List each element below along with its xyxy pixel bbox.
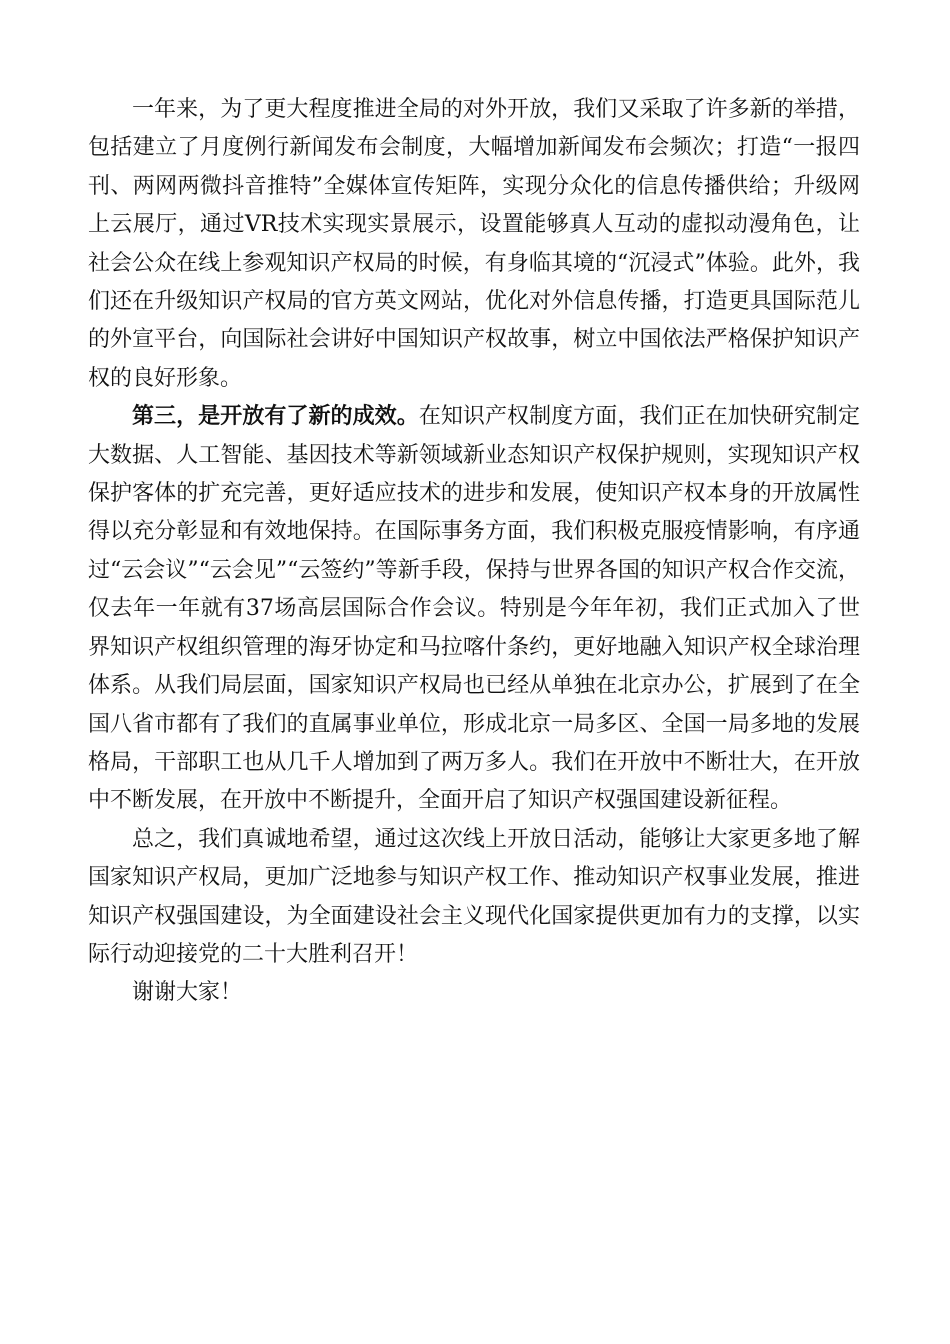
paragraph-lead-heading: 第三，是开放有了新的成效。 [132,404,419,430]
paragraph-text: 一年来，为了更大程度推进全局的对外开放，我们又采取了许多新的举措，包括建立了月度例行新闻发布会制度，大幅增加新闻发布会频次；打造“一报四刊、两网两微抖音推特”全媒体宣传矩阵，实现分众化的信息传播供给；升级网上云展厅，通过VR技术实现实景展示，设置能够真人互动的虚拟动漫角色，让社会公众在线上参观知识产权局的时候，有身临其境的“沉浸式”体验。此外，我们还在升级知识产权局的官方英文网站，优化对外信息传播，打造更具国际范儿的外宣平台，向国际社会讲好中国知识产权故事，树立中国依法严格保护知识产权的良好形象。 [88,97,860,391]
paragraph-conclusion [88,821,860,975]
paragraph-thanks [88,974,860,1012]
paragraph-text: 总之，我们真诚地希望，通过这次线上开放日活动，能够让大家更多地了解国家知识产权局，更加广泛地参与知识产权工作、推动知识产权事业发展，推进知识产权强国建设，为全面建设社会主义现代化国家提供更加有力的支撑，以实际行动迎接党的二十大胜利召开！ [88,826,860,967]
paragraph-third-point [88,398,860,820]
paragraph-opening-measures [88,91,860,398]
paragraph-text: 谢谢大家！ [132,980,243,1006]
document-body [88,91,860,1013]
paragraph-text: 在知识产权制度方面，我们正在加快研究制定大数据、人工智能、基因技术等新领域新业态知识产权保护规则，实现知识产权保护客体的扩充完善，更好适应技术的进步和发展，使知识产权本身的开放属性得以充分彰显和有效地保持。在国际事务方面，我们积极克服疫情影响，有序通过“云会议”“云会见”“云签约”等新手段，保持与世界各国的知识产权合作交流，仅去年一年就有37场高层国际合作会议。特别是今年年初，我们正式加入了世界知识产权组织管理的海牙协定和马拉喀什条约，更好地融入知识产权全球治理体系。从我们局层面，国家知识产权局也已经从单独在北京办公，扩展到了在全国八省市都有了我们的直属事业单位，形成北京一局多区、全国一局多地的发展格局，干部职工也从几千人增加到了两万多人。我们在开放中不断壮大，在开放中不断发展，在开放中不断提升，全面开启了知识产权强国建设新征程。 [88,404,860,814]
